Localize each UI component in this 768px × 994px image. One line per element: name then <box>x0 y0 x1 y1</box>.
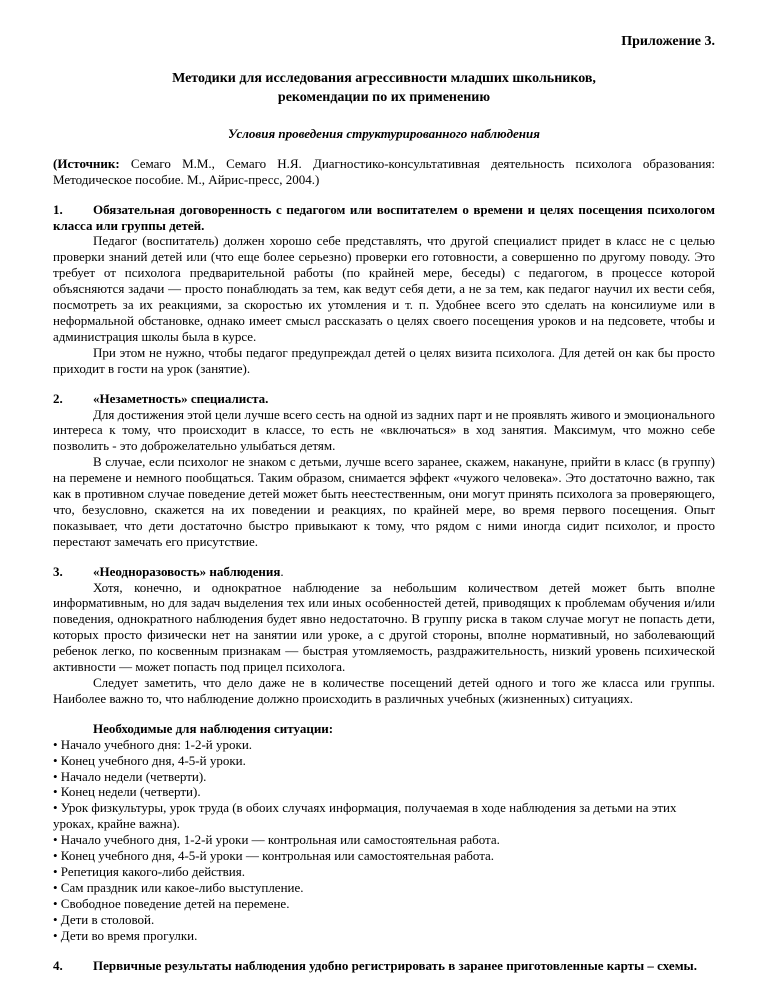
section-2 <box>53 391 715 550</box>
list-item: • Дети в столовой. <box>53 911 155 927</box>
section-4-heading <box>53 958 715 974</box>
source-citation <box>53 156 715 188</box>
list-item: • Урок физкультуры, урок труда (в обоих случаях информация, получаемая в ходе наблюдения за детьми на этих уроках, крайне важна). <box>53 800 677 832</box>
list-item: • Дети во время прогулки. <box>53 927 198 943</box>
document-title <box>53 69 715 107</box>
list-item: • Начало учебного дня, 1-2-й уроки — контрольная или самостоятельная работа. <box>53 832 500 848</box>
source-text: Семаго М.М., Семаго Н.Я. Диагностико-консультативная деятельность психолога образования: Методическое пособие. М., Айрис-пресс, 2004.) <box>53 155 715 187</box>
section-2-paragraph-2: В случае, если психолог не знаком с детьми, лучше всего заранее, скажем, накануне, прийти в класс (в группу) на перемене и немного пообщаться. Таким образом, снимается эффект «чужого человека». Это достаточно важно, так как в противном случае поведение детей может быть неестественным, они могут принять психолога за проверяющего, что, безусловно, скажется на их поведении и реакциях, по крайней мере, во время первого посещения. Опыт показывает, что дети достаточно быстро привыкают к тому, что рядом с ними иногда сидит психолог, и просто перестают замечать его присутствие. <box>53 454 715 549</box>
section-1 <box>53 202 715 377</box>
section-1-title: Обязательная договоренность с педагогом или воспитателем о времени и целях посещения психологом класса или группы детей. <box>53 201 715 233</box>
list-item: • Свободное поведение детей на перемене. <box>53 895 290 911</box>
section-2-heading <box>53 391 715 407</box>
section-1-number: 1. <box>53 201 63 217</box>
list-item: • Конец недели (четверти). <box>53 784 201 800</box>
section-4-number: 4. <box>53 957 63 973</box>
section-2-paragraph-1: Для достижения этой цели лучше всего сесть на одной из задних парт и не проявлять живого и эмоционального интереса к тому, что происходит в классе, то есть не «включаться» в ход занятия. Максимум, что можно себе позволить - это доброжелательно улыбаться детям. <box>53 406 715 454</box>
section-3-title-tail: . <box>280 563 284 579</box>
section-3-title: «Неодноразовость» наблюдения <box>93 563 281 579</box>
source-label: Источник: <box>57 155 120 171</box>
section-1-heading <box>53 202 715 234</box>
list-item: • Конец учебного дня, 4-5-й уроки. <box>53 752 246 768</box>
section-3-paragraph-1: Хотя, конечно, и однократное наблюдение за небольшим количеством детей может быть вполне информативным, но для задач выделения тех или иных особенностей детей, приводящих к проблемам обучения и/или поведения, однократного наблюдения будет явно недостаточно. В группу риска в таком случае могут не попасть дети, которых просто физически нет на занятии или уроке, а с другой стороны, вполне нормативный, но заболевающий ребенок легко, по косвенным признакам — быстрая утомляемость, раздражительность, низкий уровень психической активности — может попасть под прицел психолога. <box>53 579 715 675</box>
section-1-paragraph-2: При этом не нужно, чтобы педагог предупреждал детей о целях визита психолога. Для детей он как бы просто приходит в гости на урок (занятие). <box>53 344 715 376</box>
section-3 <box>53 564 715 707</box>
section-3-paragraph-2: Следует заметить, что дело даже не в количестве посещений детей одного и того же класса или группы. Наиболее важно то, что наблюдение должно происходить в различных учебных (жизненных) ситуациях. <box>53 675 715 706</box>
situations-block <box>53 721 715 944</box>
title-line-2: рекомендации по их применению <box>277 89 491 105</box>
section-2-number: 2. <box>53 390 63 406</box>
list-item: • Начало учебного дня: 1-2-й уроки. <box>53 736 253 752</box>
situations-list <box>53 737 715 944</box>
situations-heading: Необходимые для наблюдения ситуации: <box>93 720 334 736</box>
list-item: • Репетиция какого-либо действия. <box>53 863 245 879</box>
section-1-paragraph-1: Педагог (воспитатель) должен хорошо себе представлять, что другой специалист придет в класс не с целью проверки знаний детей или (что еще более серьезно) проверки его готовности, а совершенно по другому поводу. Это требует от психолога предварительной работы (по крайней мере, беседы) с педагогом, в процессе которой объясняются задачи — просто понаблюдать за тем, как ведут себя дети, а не за тем, как педагог научил их вести себя, посмотреть за их реакциями, за скоростью их утомления и т. п. Удобнее всего это сделать на консилиуме или в неформальной обстановке, однако имеет смысл рассказать о целях своего посещения уроков и на педсовете, чтобы и администрация школы была в курсе. <box>53 233 715 344</box>
section-3-heading <box>53 564 715 580</box>
list-item: • Конец учебного дня, 4-5-й уроки — контрольная или самостоятельная работа. <box>53 848 495 864</box>
title-line-1: Методики для исследования агрессивности младших школьников, <box>172 70 596 86</box>
source-open: ( <box>53 155 58 171</box>
section-4 <box>53 958 715 974</box>
section-4-title: Первичные результаты наблюдения удобно регистрировать в заранее приготовленные карты – схемы. <box>93 957 697 973</box>
list-item: • Начало недели (четверти). <box>53 768 207 784</box>
section-2-title: «Незаметность» специалиста. <box>93 390 269 406</box>
section-3-number: 3. <box>53 563 63 579</box>
appendix-label: Приложение 3. <box>621 34 715 49</box>
list-item: • Сам праздник или какое-либо выступление. <box>53 879 304 895</box>
document-subtitle: Условия проведения структурированного наблюдения <box>228 125 540 141</box>
